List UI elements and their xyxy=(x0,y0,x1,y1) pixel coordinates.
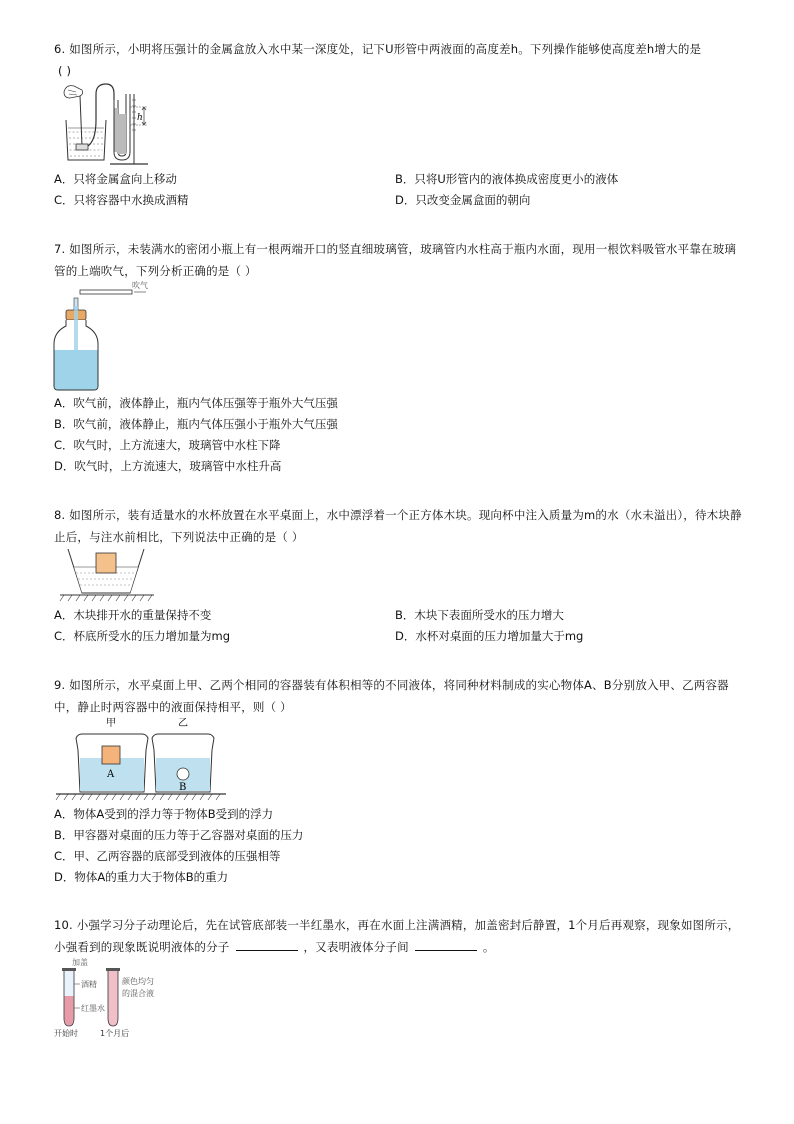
q8-option-c[interactable]: C．杯底所受水的压力增加量为mg xyxy=(54,629,231,643)
question-6-stem xyxy=(54,38,744,82)
q8-option-d[interactable]: D．水杯对桌面的压力增加量大于mg xyxy=(395,629,584,643)
q9-option-c[interactable]: C．甲、乙两容器的底部受到液体的压强相等 xyxy=(54,849,281,863)
month-label: 1个月后 xyxy=(100,1029,130,1038)
containers-figure xyxy=(56,716,226,802)
question-7-stem: 7. 如图所示，未装满水的密闭小瓶上有一根两端开口的竖直细玻璃管，玻璃管内水柱高于瓶内水面，现用一根饮料吸管水平靠在玻璃管的上端吹气，下列分析正确的是（ ） xyxy=(54,242,737,278)
q8-option-b[interactable]: B．木块下表面所受水的压力增大 xyxy=(395,608,564,622)
red-ink-label: 红墨水 xyxy=(81,1004,105,1013)
bottle-figure xyxy=(52,280,162,395)
question-10-text-3: 。 xyxy=(482,940,495,954)
object-a-label: A xyxy=(107,769,115,780)
question-7 xyxy=(54,238,744,282)
q8-option-a[interactable]: A．木块排开水的重量保持不变 xyxy=(54,608,212,622)
answer-blank-2[interactable] xyxy=(415,939,477,951)
q6-option-a[interactable]: A．只将金属盒向上移动 xyxy=(54,172,177,186)
cup-figure xyxy=(60,545,160,605)
blow-label: 吹气 xyxy=(132,281,148,290)
question-10 xyxy=(54,914,744,958)
question-10-text-2: ，又表明液体分子间 xyxy=(303,940,409,954)
q7-option-b[interactable]: B．吹气前，液体静止，瓶内气体压强小于瓶外大气压强 xyxy=(54,417,338,431)
h-label: h xyxy=(137,113,143,123)
start-label: 开始时 xyxy=(54,1029,78,1038)
q7-option-a[interactable]: A．吹气前，液体静止，瓶内气体压强等于瓶外大气压强 xyxy=(54,396,338,410)
pressure-gauge-figure xyxy=(56,80,166,166)
q7-option-c[interactable]: C．吹气时，上方流速大，玻璃管中水柱下降 xyxy=(54,438,281,452)
question-8 xyxy=(54,504,744,548)
q6-option-c[interactable]: C．只将容器中水换成酒精 xyxy=(54,193,189,207)
q9-option-d[interactable]: D．物体A的重力大于物体B的重力 xyxy=(54,870,229,884)
question-6-paren: ( ) xyxy=(58,64,72,78)
q9-option-b[interactable]: B．甲容器对桌面的压力等于乙容器对桌面的压力 xyxy=(54,828,304,842)
answer-blank-1[interactable] xyxy=(236,939,298,951)
cap-label: 加盖 xyxy=(72,958,88,967)
q9-option-a[interactable]: A．物体A受到的浮力等于物体B受到的浮力 xyxy=(54,807,274,821)
test-tube-figure xyxy=(52,956,172,1038)
q6-option-b[interactable]: B．只将U形管内的液体换成密度更小的液体 xyxy=(395,172,619,186)
question-6 xyxy=(54,38,744,82)
mixed-label-1: 颜色均匀 xyxy=(122,977,154,986)
mixed-label-2: 的混合液 xyxy=(122,989,154,998)
question-9-stem: 9. 如图所示，水平桌面上甲、乙两个相同的容器装有体积相等的不同液体，将同种材料制成的实心物体A、B分别放入甲、乙两容器中，静止时两容器中的液面保持相平，则（ ） xyxy=(54,678,729,714)
object-b-label: B xyxy=(179,782,187,793)
question-10-stem xyxy=(54,914,744,958)
question-6-text: 6. 如图所示，小明将压强计的金属盒放入水中某一深度处，记下U形管中两液面的高度差h。下列操作能够使高度差h增大的是 xyxy=(54,42,702,56)
q7-option-d[interactable]: D．吹气时，上方流速大，玻璃管中水柱升高 xyxy=(54,459,282,473)
q6-option-d[interactable]: D．只改变金属盒面的朝向 xyxy=(395,193,531,207)
alcohol-label: 酒精 xyxy=(81,980,97,989)
question-9 xyxy=(54,674,744,718)
container-jia-label: 甲 xyxy=(106,718,116,729)
question-10-text-1: 10. 小强学习分子动理论后，先在试管底部装一半红墨水，再在水面上注满酒精，加盖密封后静置，1个月后再观察，现象如图所示，小强看到的现象既说明液体的分子 xyxy=(54,918,740,954)
container-yi-label: 乙 xyxy=(178,718,188,729)
question-8-stem: 8. 如图所示，装有适量水的水杯放置在水平桌面上，水中漂浮着一个正方体木块。现向杯中注入质量为m的水（水未溢出），待木块静止后，与注水前相比，下列说法中正确的是（ ） xyxy=(54,508,742,544)
